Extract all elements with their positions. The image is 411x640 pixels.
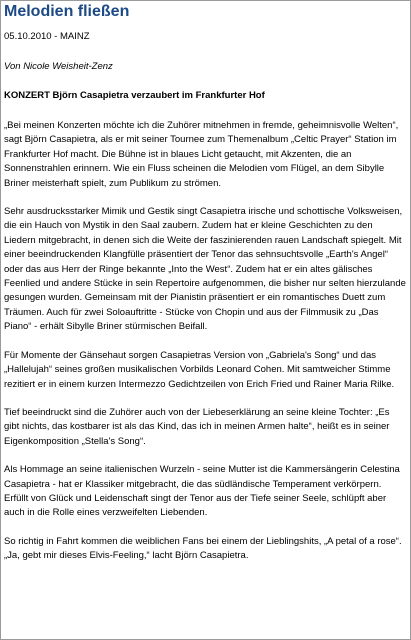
article-paragraph: Sehr ausdrucksstarker Mimik und Gestik singt Casapietra irische und schottische Volksweisen, die ein Hauch von Mystik in den Saal zaubern. Zudem hat er kleine Geschichten zu den Liedern mitgebracht, in denen sich die Weite der faszinierenden rauen Landschaft spiegelt. Mit einer beeindruckenden Klangfülle präsentiert der Tenor das sehnsuchtsvolle „Earth's Angel“ oder das aus Herr der Ringe bekannte „Into the West“. Zudem hat er ein altes gälisches Feenlied und andere Stücke in sein Repertoire aufgenommen, die bisher nur selten hierzulande gesungen wurden. Gemeinsam mit der Pianistin präsentiert er ein romantisches Duett zum Träumen. Auch für zwei Soloauftritte - Stücke von Chopin und aus der Filmmusik zu „Das Piano“ - erhält Sibylle Briner stürmischen Beifall. xyxy=(4,206,406,333)
article-content xyxy=(4,2,406,564)
article-subhead: KONZERT Björn Casapietra verzaubert im Frankfurter Hof xyxy=(4,90,265,101)
article-paragraph: So richtig in Fahrt kommen die weiblichen Fans bei einem der Lieblingshits, „A petal of a rose“. „Ja, gebt mir dieses Elvis-Feeling,“ lacht Björn Casapietra. xyxy=(4,535,402,562)
article-paragraph: Tief beeindruckt sind die Zuhörer auch von der Liebeserklärung an seine kleine Tochter: „Es gibt nichts, das kostbarer ist als das Kind, das ich in meinen Armen halte“, heißt es in seiner Eigenkomposition „Stella's Song“. xyxy=(4,406,390,447)
article-author: Von Nicole Weisheit-Zenz xyxy=(4,61,113,72)
article-title: Melodien fließen xyxy=(4,3,130,20)
article-paragraph: Für Momente der Gänsehaut sorgen Casapietras Version von „Gabriela's Song“ und das „Hallelujah“ seines großen musikalischen Vorbilds Leonard Cohen. Mit samtweicher Stimme rezitiert er in einem kurzen Intermezzo Gedichtzeilen von Erich Fried und Rainer Maria Rilke. xyxy=(4,349,395,390)
article-paragraph: Als Hommage an seine italienischen Wurzeln - seine Mutter ist die Kammersängerin Celestina Casapietra - hat er Klassiker mitgebracht, die das südländische Temperament verkörpern. Erfüllt von Glück und Leidenschaft singt der Tenor aus der Tiefe seiner Seele, schlüpft aber auch in die Rolle eines verzweifelten Liebenden. xyxy=(4,464,400,519)
article-paragraph: „Bei meinen Konzerten möchte ich die Zuhörer mitnehmen in fremde, geheimnisvolle Welten“, sagt Björn Casapietra, als er mit seiner Tournee zum Themenalbum „Celtic Prayer“ Station im Frankfurter Hof macht. Die Bühne ist in blaues Licht getaucht, mit Akzenten, die an Sonnenstrahlen erinnern. Wie ein Fluss scheinen die Melodien vom Flügel, an dem Sibylle Briner meisterhaft spielt, zum Publikum zu strömen. xyxy=(4,120,399,189)
article-dateline: 05.10.2010 - MAINZ xyxy=(4,31,90,42)
